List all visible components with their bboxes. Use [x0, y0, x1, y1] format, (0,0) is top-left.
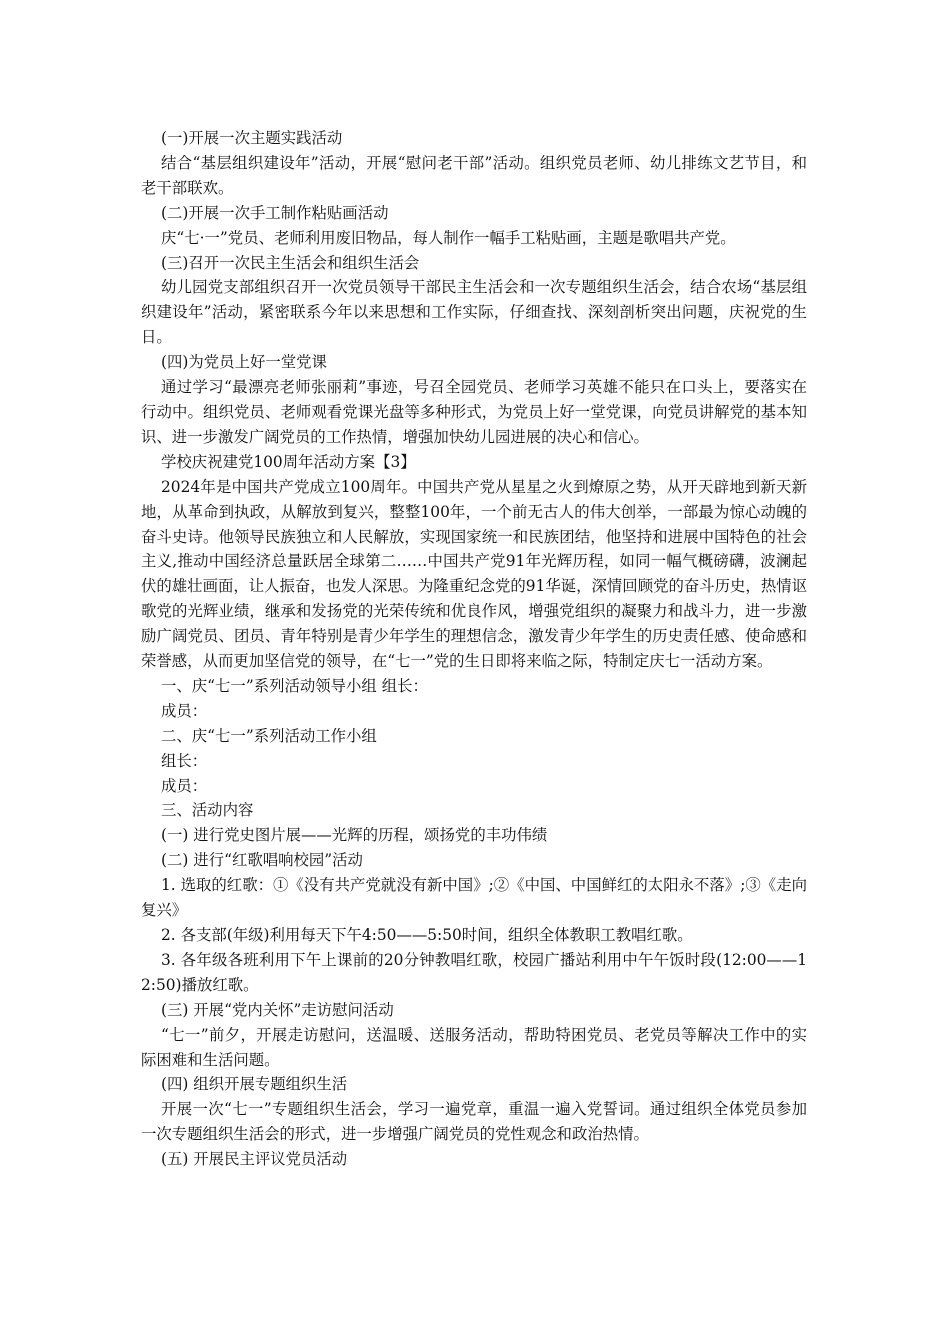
section-heading: (五) 开展民主评议党员活动 — [161, 1150, 348, 1169]
section-heading: (一) 进行党史图片展——光辉的历程，颂扬党的丰功伟绩 — [161, 826, 548, 845]
section-heading: (二)开展一次手工制作粘贴画活动 — [161, 203, 389, 222]
body-paragraph: 成员： — [161, 701, 208, 720]
body-paragraph: 通过学习“最漂亮老师张丽莉”事迹，号召全园党员、老师学习英雄不能只在口头上，要落实在行动中。组织党员、老师观看党课光盘等多种形式，为党员上好一堂党课，向党员讲解党的基本知识、进一步激发广阔党员的工作热情，增强加快幼儿园进展的决心和信心。 — [141, 378, 807, 446]
body-paragraph: 庆“七·一”党员、老师利用废旧物品，每人制作一幅手工粘贴画，主题是歌唱共产党。 — [161, 228, 736, 247]
section-heading: (二) 进行“红歌唱响校园”活动 — [161, 851, 363, 870]
body-paragraph: 2024年是中国共产党成立100周年。中国共产党从星星之火到燎原之势，从开天辟地到新天新地，从革命到执政，从解放到复兴，整整100年，一个前无古人的伟大创举，一部最为惊心动魄的奋斗史诗。他领导民族独立和人民解放，实现国家统一和民族团结，他坚持和进展中国特色的社会主义,推动中国经济总量跃居全球第二……中国共产党91年光辉历程，如同一幅气概磅礴，波澜起伏的雄壮画面，让人振奋，也发人深思。为隆重纪念党的91华诞，深情回顾党的奋斗历史，热情讴歌党的光辉业绩，继承和发扬党的光荣传统和优良作风，增强党组织的凝聚力和战斗力，进一步激励广阔党员、团员、青年特别是青少年学生的理想信念，激发青少年学生的历史责任感、使命感和荣誉感，从而更加坚信党的领导，在“七一”党的生日即将来临之际，特制定庆七一活动方案。 — [141, 477, 807, 671]
body-paragraph: 开展一次“七一”专题组织生活会，学习一遍党章，重温一遍入党誓词。通过组织全体党员参加一次专题组织生活会的形式，进一步增强广阔党员的党性观念和政治热情。 — [141, 1100, 807, 1144]
section-heading: (一)开展一次主题实践活动 — [161, 129, 343, 147]
document-title: 学校庆祝建党100周年活动方案【3】 — [161, 452, 416, 471]
body-paragraph: 成员： — [161, 776, 208, 795]
section-heading: 三、活动内容 — [161, 801, 254, 820]
section-heading: (三)召开一次民主生活会和组织生活会 — [161, 253, 420, 272]
list-item: 3. 各年级各班利用下午上课前的20分钟教唱红歌，校园广播站利用中午午饭时段(12:00——12:50)播放红歌。 — [141, 950, 807, 994]
list-item: 1. 选取的红歌：①《没有共产党就没有新中国》;②《中国、中国鲜红的太阳永不落》;③《走向复兴》 — [141, 876, 807, 920]
section-heading: (三) 开展“党内关怀”走访慰问活动 — [161, 1000, 394, 1019]
list-item: 2. 各支部(年级)利用每天下午4:50——5:50时间，组织全体教职工教唱红歌。 — [161, 926, 693, 944]
section-heading: (四)为党员上好一堂党课 — [161, 353, 327, 372]
section-heading: (四) 组织开展专题组织生活 — [161, 1075, 348, 1094]
body-paragraph: 组长： — [161, 751, 208, 770]
document-body — [141, 126, 807, 1172]
body-paragraph: 结合“基层组织建设年”活动，开展“慰问老干部”活动。组织党员老师、幼儿排练文艺节目，和老干部联欢。 — [141, 153, 807, 197]
section-heading: 一、庆“七一”系列活动领导小组 组长： — [161, 676, 428, 695]
section-heading: 二、庆“七一”系列活动工作小组 — [161, 726, 377, 745]
body-paragraph: “七一”前夕，开展走访慰问，送温暖、送服务活动，帮助特困党员、老党员等解决工作中的实际困难和生活问题。 — [141, 1025, 807, 1069]
body-paragraph: 幼儿园党支部组织召开一次党员领导干部民主生活会和一次专题组织生活会，结合农场“基层组织建设年”活动，紧密联系今年以来思想和工作实际，仔细查找、深刻剖析突出问题，庆祝党的生日。 — [141, 278, 807, 347]
